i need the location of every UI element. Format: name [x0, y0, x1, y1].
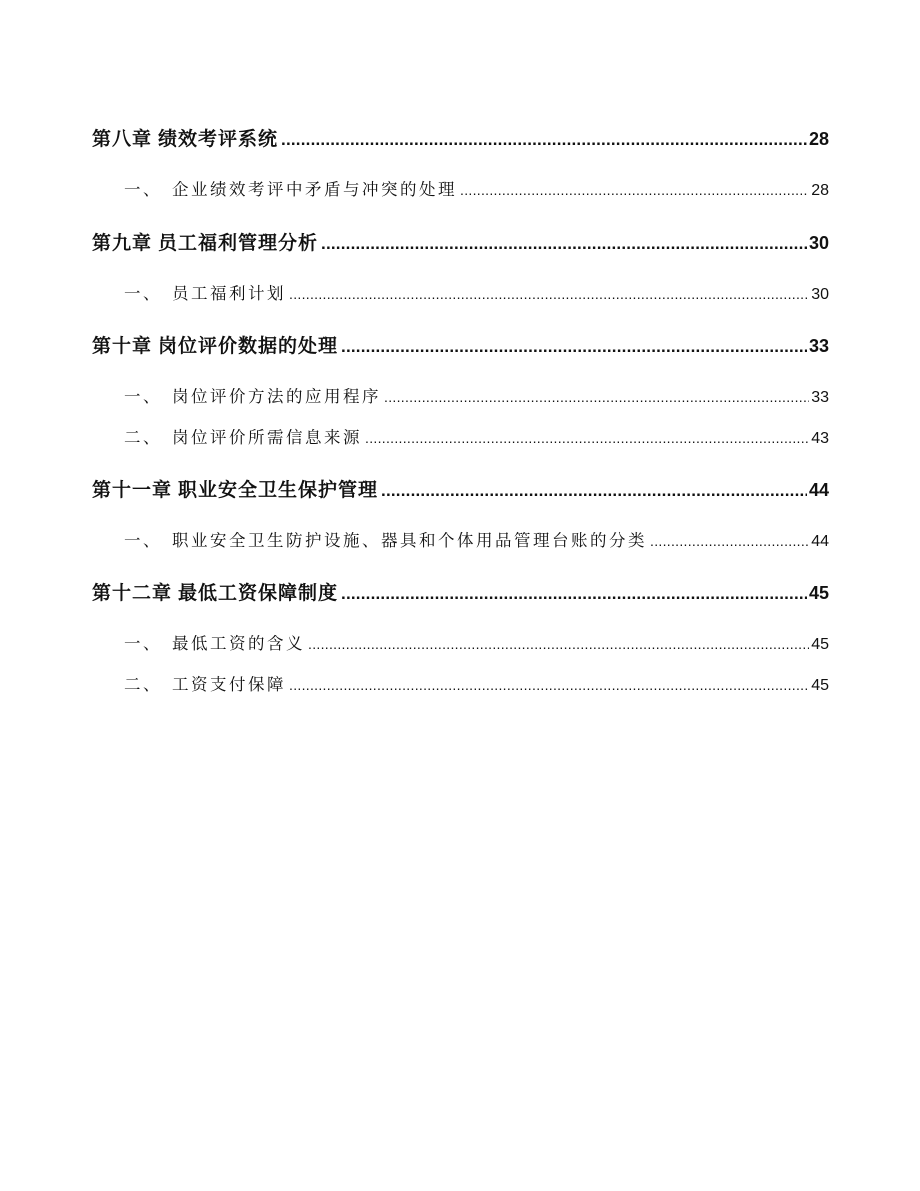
toc-entry-number: 一、: [124, 180, 162, 199]
toc-entry-number: 二、: [124, 428, 162, 447]
toc-entry-number: 第九章: [92, 232, 153, 254]
dot-leader: [341, 337, 807, 357]
toc-entry-title: [92, 228, 318, 255]
toc-entry-number: 第八章: [92, 128, 153, 150]
toc-entry-number: 一、: [124, 531, 162, 550]
toc-entry-text: 工资支付保障: [172, 675, 286, 694]
toc-entry-title: [124, 671, 286, 695]
dot-leader: [321, 234, 807, 254]
dot-leader: [281, 130, 807, 150]
toc-entry-title: [92, 124, 278, 151]
dot-leader: [650, 533, 809, 549]
toc-entry-section-11-1[interactable]: [124, 527, 829, 551]
dot-leader: [289, 286, 809, 302]
toc-page-number: 33: [808, 336, 829, 356]
toc-entry-chapter-8[interactable]: [92, 124, 829, 151]
dot-leader: [289, 677, 809, 693]
toc-entry-title: [124, 176, 457, 200]
toc-entry-number: 一、: [124, 284, 162, 303]
toc-entry-title: [124, 630, 305, 654]
toc-entry-section-9-1[interactable]: [124, 280, 829, 304]
toc-entry-title: [124, 280, 286, 304]
toc-entry-section-8-1[interactable]: [124, 176, 829, 200]
dot-leader: [384, 389, 809, 405]
toc-page-number: 33: [811, 389, 829, 406]
toc-entry-chapter-9[interactable]: [92, 228, 829, 255]
toc-page-number: 45: [811, 636, 829, 653]
toc-entry-text: 最低工资保障制度: [178, 582, 339, 604]
toc-page-number: 30: [811, 286, 829, 303]
toc-entry-title: [124, 424, 362, 448]
toc-page-number: 45: [811, 677, 829, 694]
toc-entry-text: 岗位评价方法的应用程序: [172, 387, 381, 406]
toc-entry-section-12-2[interactable]: [124, 671, 829, 695]
toc-entry-section-12-1[interactable]: [124, 630, 829, 654]
toc-entry-text: 职业安全卫生保护管理: [178, 479, 379, 501]
toc-entry-text: 职业安全卫生防护设施、器具和个体用品管理台账的分类: [172, 531, 647, 550]
toc-entry-text: 最低工资的含义: [172, 634, 305, 653]
toc-entry-number: 第十一章: [92, 479, 173, 501]
toc-entry-chapter-10[interactable]: [92, 331, 829, 358]
toc-page-number: 44: [808, 480, 829, 500]
toc-entry-number: 第十章: [92, 335, 153, 357]
dot-leader: [308, 636, 809, 652]
toc-entry-text: 员工福利管理分析: [158, 232, 319, 254]
toc-entry-number: 一、: [124, 387, 162, 406]
toc-page-number: 43: [811, 430, 829, 447]
toc-entry-title: [124, 383, 381, 407]
toc-page-number: 30: [808, 233, 829, 253]
toc-entry-number: 二、: [124, 675, 162, 694]
toc-page-number: 28: [811, 182, 829, 199]
dot-leader: [381, 481, 807, 501]
toc-page-number: 28: [808, 129, 829, 149]
toc-entry-title: [92, 578, 338, 605]
toc-entry-title: [124, 527, 647, 551]
toc-entry-text: 员工福利计划: [172, 284, 286, 303]
toc-entry-chapter-11[interactable]: [92, 475, 829, 502]
dot-leader: [365, 430, 809, 446]
toc-entry-text: 岗位评价数据的处理: [158, 335, 339, 357]
toc-entry-title: [92, 331, 338, 358]
toc-entry-text: 岗位评价所需信息来源: [172, 428, 362, 447]
dot-leader: [460, 182, 809, 198]
toc-entry-chapter-12[interactable]: [92, 578, 829, 605]
toc-entry-text: 绩效考评系统: [158, 128, 279, 150]
toc-entry-number: 一、: [124, 634, 162, 653]
toc-entry-number: 第十二章: [92, 582, 173, 604]
toc-page-number: 45: [808, 583, 829, 603]
toc-entry-text: 企业绩效考评中矛盾与冲突的处理: [172, 180, 457, 199]
toc-entry-section-10-1[interactable]: [124, 383, 829, 407]
dot-leader: [341, 584, 807, 604]
toc-entry-title: [92, 475, 378, 502]
toc-entry-section-10-2[interactable]: [124, 424, 829, 448]
toc-page-number: 44: [811, 533, 829, 550]
